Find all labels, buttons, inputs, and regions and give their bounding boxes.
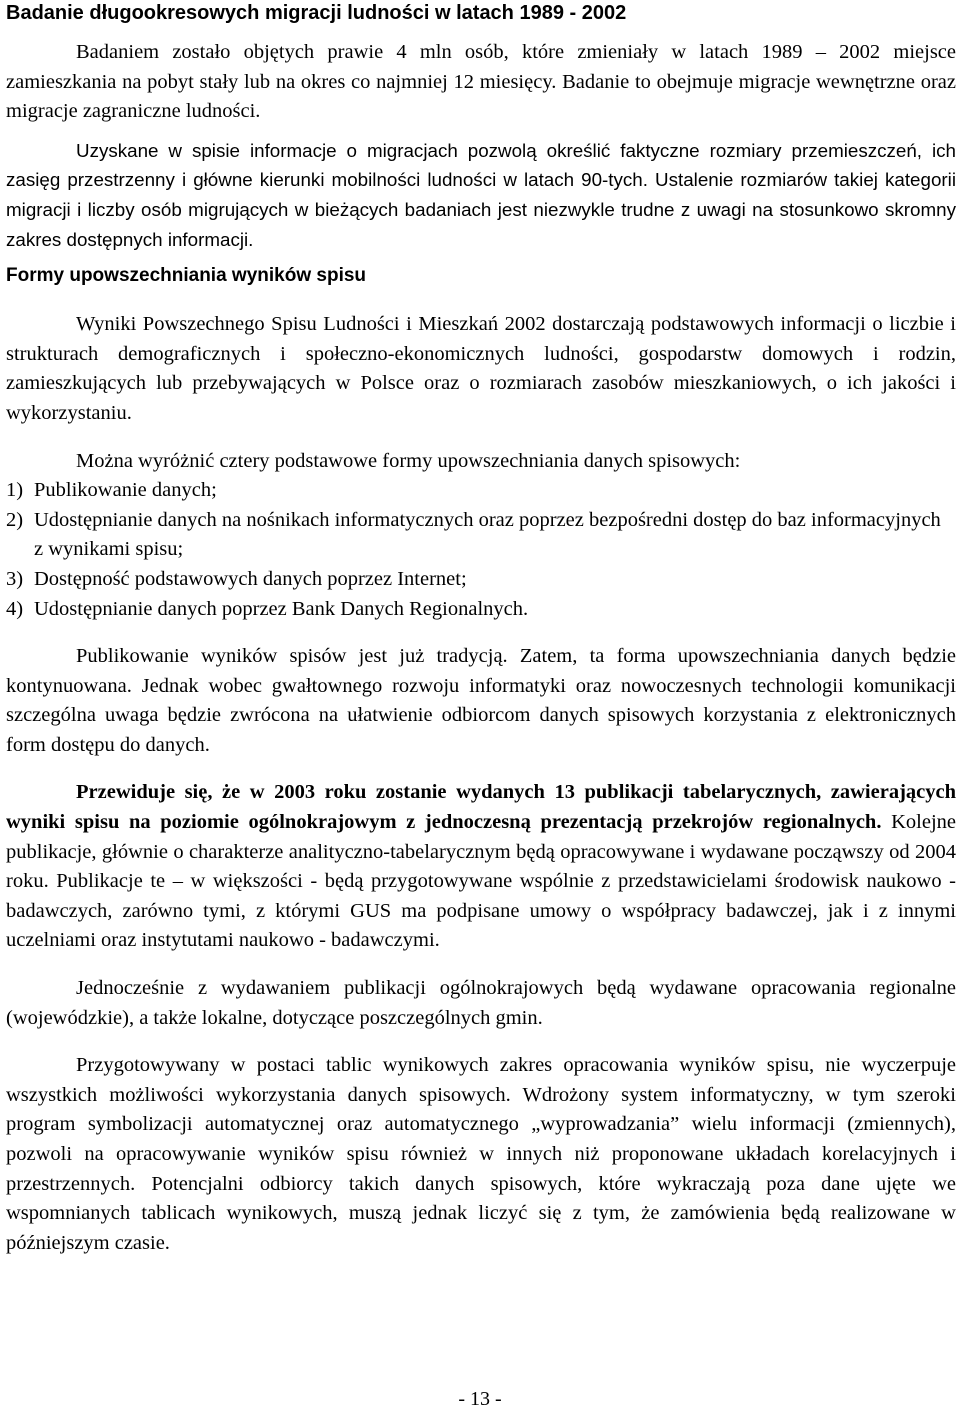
section-title-forms: Formy upowszechniania wyników spisu: [6, 265, 367, 287]
paragraph-publishing-tradition: Publikowanie wyników spisów jest już tradycją. Zatem, ta forma upowszechniania danych będzie kontynuowana. Jednak wobec gwałtownego rozwoju informatyki oraz nowoczesnych technologii komunikacji szczególna uwaga będzie zwrócona na ułatwienie odbiorcom danych spisowych korzystania z elektronicznych form dostępu do danych.: [6, 645, 956, 756]
paragraph-result-tables: Przygotowywany w postaci tablic wynikowych zakres opracowania wyników spisu, nie wyczerpuje wszystkich możliwości wykorzystania danych spisowych. Wdrożony system informatyczny, w tym szeroki program symbolizacji automatycznej oraz automatycznego „wyprowadzania” wielu informacji (zmiennych), pozwoli na opracowywanie wyników spisu również w innych niż proponowane układach korelacyjnych i przestrzennych. Potencjalni odbiorcy takich danych spisowych, które wykraczają poza dane ujęte we wspomnianych tablicach wynikowych, muszą jednak liczyć się z tym, że zamówienia będą realizowane w późniejszym czasie.: [6, 1054, 956, 1254]
paragraph-regional-studies: Jednocześnie z wydawaniem publikacji ogólnokrajowych będą wydawane opracowania regionalne (wojewódzkie), a także lokalne, dotyczące poszczególnych gmin.: [6, 977, 956, 1029]
list-text: Publikowanie danych;: [34, 479, 217, 502]
list-item: [6, 476, 956, 506]
paragraph-publication-plan: [6, 778, 956, 956]
forms-list: [6, 476, 956, 624]
list-number: 2): [6, 508, 24, 531]
paragraph-census-results: Wyniki Powszechnego Spisu Ludności i Mieszkań 2002 dostarczają podstawowych informacji o liczbie i strukturach demograficznych i społeczno-ekonomicznych ludności, gospodarstw domowych i rodzin, zamieszkujących lub przebywających w Polsce oraz o rozmiarach zasobów mieszkaniowych, o ich jakości i wykorzystaniu.: [6, 313, 956, 424]
page-number: - 13 -: [458, 1388, 502, 1410]
document-page: [6, 0, 956, 1258]
list-text: Dostępność podstawowych danych poprzez Internet;: [34, 567, 467, 590]
list-text: Udostępnianie danych poprzez Bank Danych Regionalnych.: [34, 597, 529, 620]
list-item: [6, 506, 956, 565]
section-title-migration: Badanie długookresowych migracji ludności w latach 1989 - 2002: [6, 2, 627, 24]
list-item: [6, 595, 956, 625]
list-text: Udostępnianie danych na nośnikach informatycznych oraz poprzez bezpośredni dostęp do baz informacyjnych z wynikami spisu;: [34, 508, 941, 561]
plan-rest-text: Kolejne publikacje, głównie o charakterze analityczno-tabelarycznym będą opracowywane i wydawane począwszy od 2004 roku. Publikacje te – w większości - będą przygotowywane wspólnie z przedstawicielami środowisk naukowo - badawczych, zarówno tymi, z którymi GUS ma podpisane umowy o współpracy badawczej, jak i z innymi uczelniami oraz instytutami naukowo - badawczymi.: [6, 811, 956, 952]
list-number: 3): [6, 567, 24, 590]
paragraph-forms-intro: Można wyróżnić cztery podstawowe formy upowszechniania danych spisowych:: [76, 449, 741, 472]
paragraph-migration-census-info: Uzyskane w spisie informacje o migracjach pozwolą określić faktyczne rozmiary przemieszczeń, ich zasięg przestrzenny i główne kierunki mobilności ludności w latach 90-tych. Ustalenie rozmiarów takiej kategorii migracji i liczby osób migrujących w bieżących badaniach jest niezwykle trudne z uwagi na stosunkowo skromny zakres dostępnych informacji.: [6, 139, 956, 250]
list-number: 1): [6, 479, 24, 502]
list-item: [6, 565, 956, 595]
paragraph-migration-scope: Badaniem zostało objętych prawie 4 mln osób, które zmieniały w latach 1989 – 2002 miejsce zamieszkania na pobyt stały lub na okres co najmniej 12 miesięcy. Badanie to obejmuje migracje wewnętrzne oraz migracje zagraniczne ludności.: [6, 41, 956, 123]
list-number: 4): [6, 597, 24, 620]
plan-bold-text: Przewiduje się, że w 2003 roku zostanie wydanych 13 publikacji tabelarycznych, zawierających wyniki spisu na poziomie ogólnokrajowym z jednoczesną prezentacją przekrojów regionalnych.: [6, 781, 956, 834]
